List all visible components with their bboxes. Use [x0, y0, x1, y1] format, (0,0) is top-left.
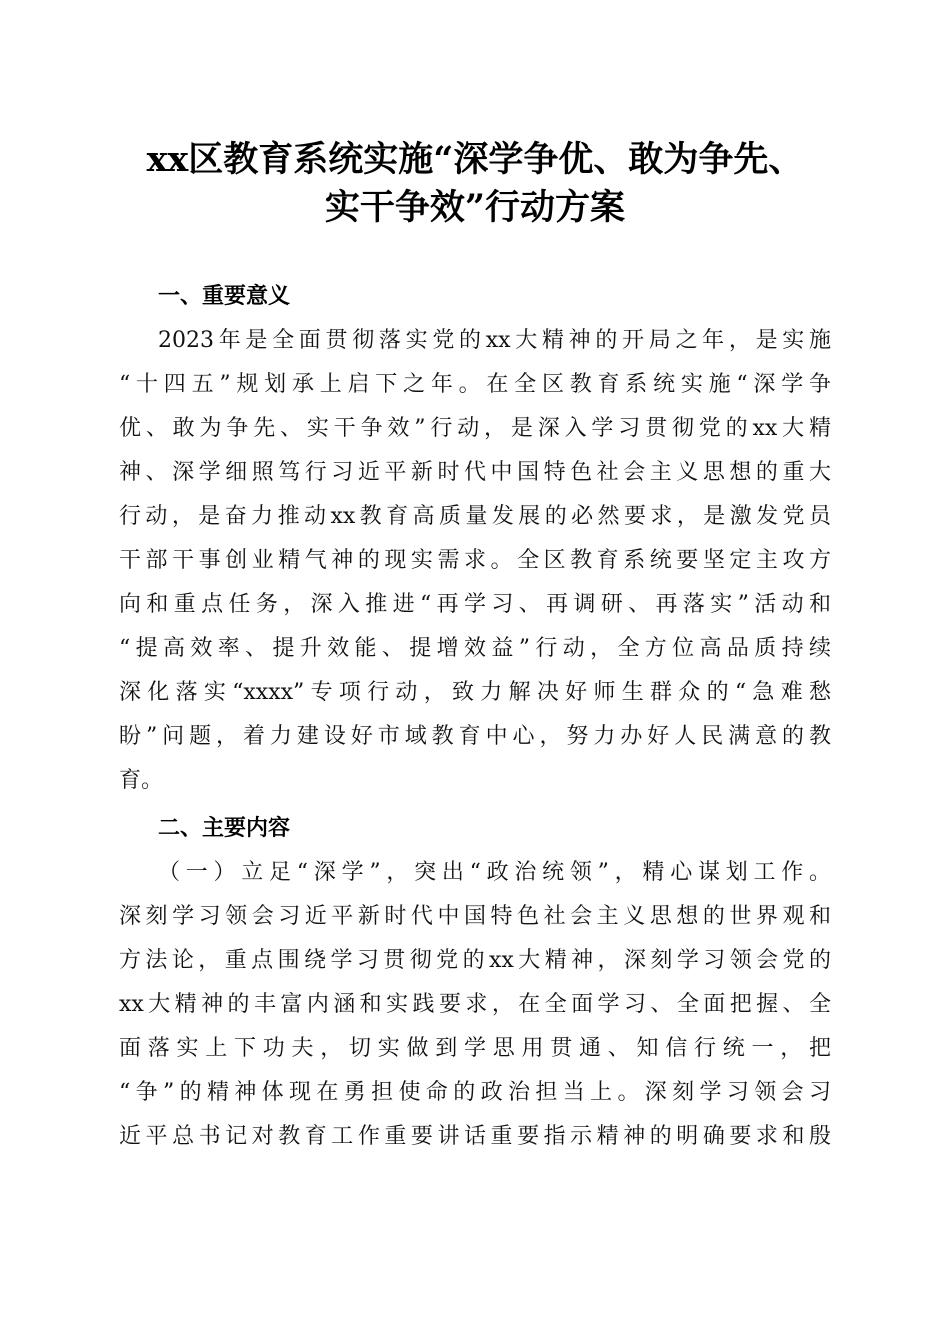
- paragraph-line: 盼”问题，着力建设好市域教育中心，努力办好人民满意的教: [119, 724, 831, 749]
- paragraph-line: 向和重点任务，深入推进“再学习、再调研、再落实”活动和: [119, 592, 831, 617]
- paragraph-line: 行动，是奋力推动xx教育高质量发展的必然要求，是激发党员: [119, 504, 831, 529]
- paragraph-line: 深刻学习领会习近平新时代中国特色社会主义思想的世界观和: [119, 904, 831, 929]
- paragraph-line: 方法论，重点围绕学习贯彻党的xx大精神，深刻学习领会党的: [119, 948, 831, 973]
- paragraph-line: 育。: [119, 768, 164, 793]
- paragraph-line: “提高效率、提升效能、提增效益”行动，全方位高品质持续: [119, 636, 831, 661]
- paragraph-line: “争”的精神体现在勇担使命的政治担当上。深刻学习领会习: [119, 1080, 831, 1105]
- paragraph-line: 优、敢为争先、实干争效”行动，是深入学习贯彻党的xx大精: [119, 416, 831, 441]
- paragraph-line: 2023年是全面贯彻落实党的xx大精神的开局之年，是实施: [158, 328, 831, 353]
- paragraph-line: 近平总书记对教育工作重要讲话重要指示精神的明确要求和殷: [119, 1124, 831, 1149]
- paragraph-line: 深化落实“xxxx”专项行动，致力解决好师生群众的“急难愁: [119, 680, 831, 705]
- paragraph-line: xx大精神的丰富内涵和实践要求，在全面学习、全面把握、全: [119, 992, 831, 1017]
- document-title-line-2: 实干争效”行动方案: [324, 187, 626, 228]
- paragraph-line: 神、深学细照笃行习近平新时代中国特色社会主义思想的重大: [119, 460, 831, 485]
- paragraph-line: 面落实上下功夫，切实做到学思用贯通、知信行统一，把: [119, 1036, 831, 1061]
- document-title-line-1: xx区教育系统实施“深学争优、敢为争先、: [146, 139, 804, 180]
- paragraph-line: “十四五”规划承上启下之年。在全区教育系统实施“深学争: [119, 372, 831, 397]
- section-heading-main-content: 二、主要内容: [158, 816, 291, 841]
- paragraph-line: 干部干事创业精气神的现实需求。全区教育系统要坚定主攻方: [119, 548, 831, 573]
- subsection-heading-line: （一）立足“深学”，突出“政治统领”，精心谋划工作。: [158, 860, 831, 885]
- section-heading-significance: 一、重要意义: [158, 284, 291, 309]
